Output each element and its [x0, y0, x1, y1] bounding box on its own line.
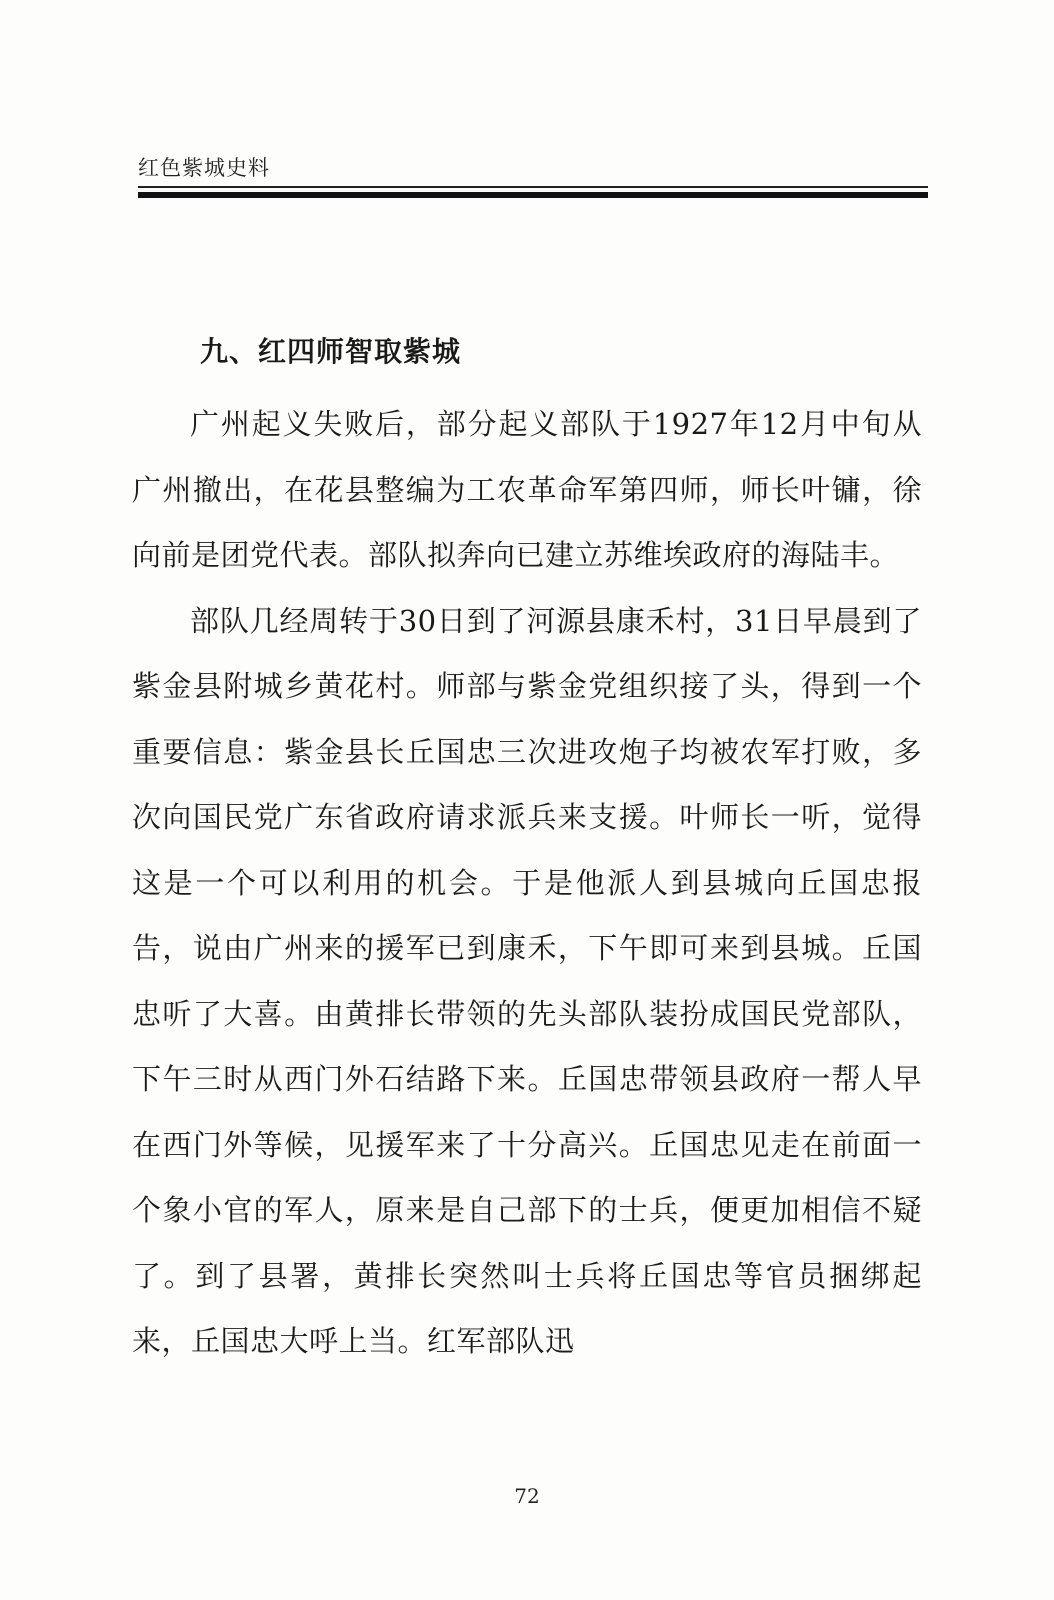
body-text — [132, 392, 922, 1375]
paragraph-2: 部队几经周转于30日到了河源县康禾村，31日早晨到了紫金县附城乡黄花村。师部与紫金党组织接了头，得到一个重要信息：紫金县长丘国忠三次进攻炮子均被农军打败，多次向国民党广东省政府请求派兵来支援。叶师长一听，觉得这是一个可以利用的机会。于是他派人到县城向丘国忠报告，说由广州来的援军已到康禾，下午即可来到县城。丘国忠听了大喜。由黄排长带领的先头部队装扮成国民党部队，下午三时从西门外石结路下来。丘国忠带领县政府一帮人早在西门外等候，见援军来了十分高兴。丘国忠见走在前面一个象小官的军人，原来是自己部下的士兵，便更加相信不疑了。到了县署，黄排长突然叫士兵将丘国忠等官员捆绑起来，丘国忠大呼上当。红军部队迅 — [132, 603, 922, 1358]
page-number: 72 — [514, 1484, 540, 1508]
header-rule-thin — [138, 186, 928, 188]
paragraph-1: 广州起义失败后，部分起义部队于1927年12月中旬从广州撤出，在花县整编为工农革命军第四师，师长叶镛，徐向前是团党代表。部队拟奔向已建立苏维埃政府的海陆丰。 — [132, 407, 922, 572]
running-header-title: 红色紫城史料 — [138, 156, 270, 180]
section-title: 九、红四师智取紫城 — [200, 335, 462, 368]
header-rule-thick — [138, 192, 928, 198]
